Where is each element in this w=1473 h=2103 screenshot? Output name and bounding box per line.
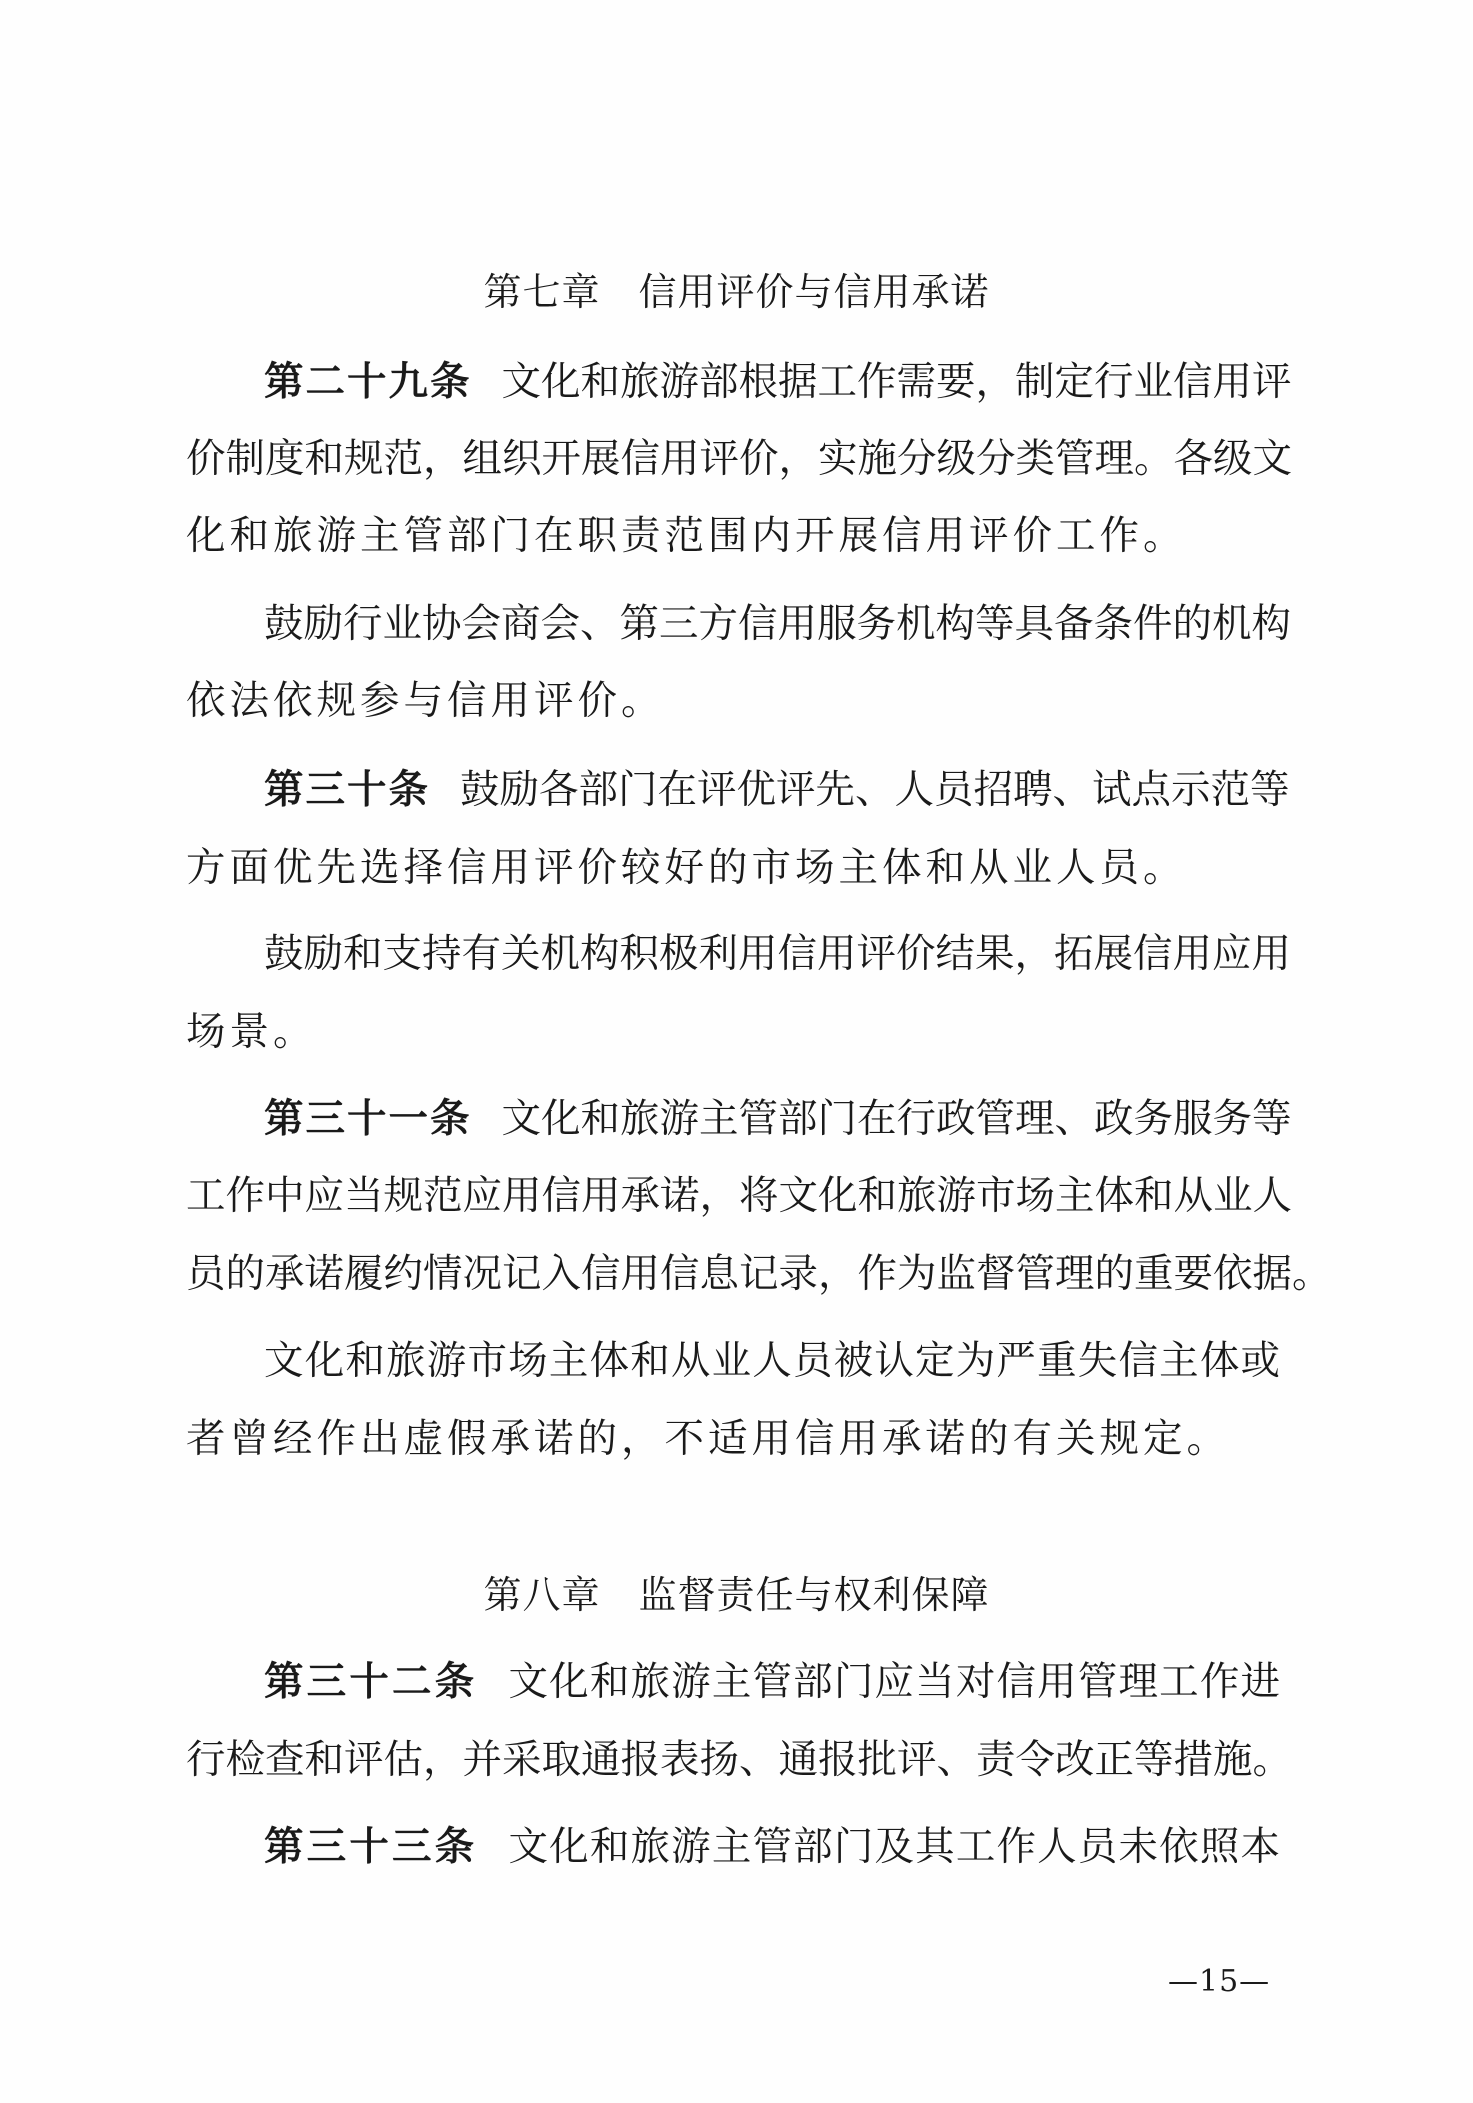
page-number: —15— <box>1168 1964 1271 1999</box>
chapter-heading-7 <box>0 262 1473 322</box>
article-31-line-1 <box>186 1089 1292 1149</box>
article-text: 文化和旅游主管部门在行政管理、政务服务等 <box>501 1096 1292 1142</box>
article-30-line-1 <box>186 760 1290 820</box>
article-title: 第三十二条 <box>264 1659 478 1705</box>
article-31-para-2-line-1: 文化和旅游市场主体和从业人员被认定为严重失信主体或 <box>264 1338 1280 1384</box>
article-31-line-2: 工作中应当规范应用信用承诺，将文化和旅游市场主体和从业人 <box>186 1173 1292 1219</box>
article-title: 第三十条 <box>264 767 430 813</box>
article-text: 文化和旅游主管部门及其工作人员未依照本 <box>507 1824 1281 1870</box>
article-29-para-2-line-1: 鼓励行业协会商会、第三方信用服务机构等具备条件的机构 <box>264 601 1291 647</box>
article-text: 鼓励各部门在评优评先、人员招聘、试点示范等 <box>460 767 1290 813</box>
article-29-line-2: 价制度和规范，组织开展信用评价，实施分级分类管理。各级文 <box>186 436 1292 482</box>
chapter-title: 信用评价与信用承诺 <box>638 270 990 314</box>
article-31-para-2-line-2: 者曾经作出虚假承诺的，不适用信用承诺的有关规定。 <box>186 1416 1230 1462</box>
article-32-line-2: 行检查和评估，并采取通报表扬、通报批评、责令改正等措施。 <box>186 1737 1292 1783</box>
article-30-para-2-line-1: 鼓励和支持有关机构积极利用信用评价结果，拓展信用应用 <box>264 931 1291 977</box>
article-30-para-2-line-2: 场景。 <box>186 1009 317 1055</box>
article-32-line-1 <box>186 1652 1280 1712</box>
article-title: 第二十九条 <box>264 359 472 405</box>
chapter-number: 第八章 <box>483 1573 601 1617</box>
article-29-para-2-line-2: 依法依规参与信用评价。 <box>186 678 665 724</box>
chapter-number: 第七章 <box>483 270 601 314</box>
article-30-line-2: 方面优先选择信用评价较好的市场主体和从业人员。 <box>186 845 1187 891</box>
chapter-heading-8 <box>0 1565 1473 1625</box>
article-text: 文化和旅游部根据工作需要，制定行业信用评 <box>501 359 1292 405</box>
article-title: 第三十三条 <box>264 1824 478 1870</box>
article-29-line-3: 化和旅游主管部门在职责范围内开展信用评价工作。 <box>186 513 1187 559</box>
article-31-line-3: 员的承诺履约情况记入信用信息记录，作为监督管理的重要依据。 <box>186 1251 1332 1297</box>
article-text: 文化和旅游主管部门应当对信用管理工作进 <box>507 1659 1281 1705</box>
article-33-line-1 <box>186 1817 1280 1877</box>
article-title: 第三十一条 <box>264 1096 472 1142</box>
article-29-line-1 <box>186 352 1292 412</box>
chapter-title: 监督责任与权利保障 <box>638 1573 990 1617</box>
